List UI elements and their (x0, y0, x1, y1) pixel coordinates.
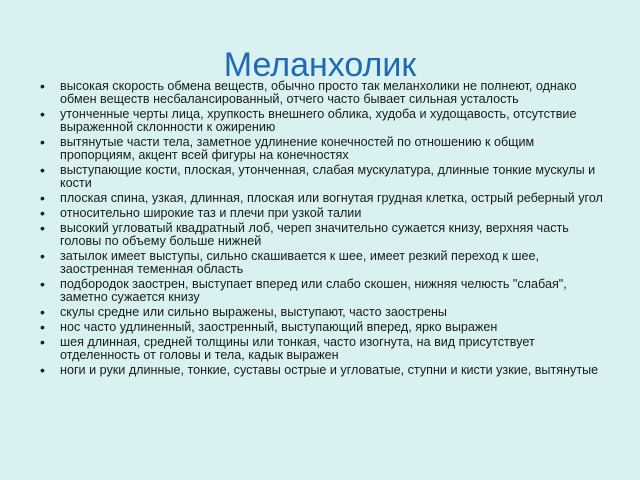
bullet-item: • затылок имеет выступы, сильно скашивается к шее, имеет резкий переход к шее, заостренная теменная область (40, 250, 612, 276)
bullet-item: • выступающие кости, плоская, утонченная, слабая мускулатура, длинные тонкие мускулы и кости (40, 164, 612, 190)
bullet-item: • относительно широкие таз и плечи при узкой талии (40, 207, 612, 220)
bullet-item: • утонченные черты лица, хрупкость внешнего облика, худоба и худощавость, отсутствие выраженной склонности к ожирению (40, 108, 612, 134)
bullet-item: • скулы средне или сильно выражены, выступают, часто заострены (40, 306, 612, 319)
bullet-item: • шея длинная, средней толщины или тонкая, часто изогнута, на вид присутствует отделенность от головы и тела, кадык выражен (40, 336, 612, 362)
bullet-item: • высокий угловатый квадратный лоб, череп значительно сужается книзу, верхняя часть головы по объему больше нижней (40, 222, 612, 248)
bullet-item: • ноги и руки длинные, тонкие, суставы острые и угловатые, ступни и кисти узкие, вытянутые (40, 364, 612, 377)
bullet-item: • высокая скорость обмена веществ, обычно просто так меланхолики не полнеют, однако обмен веществ несбалансированный, отчего часто бывает сильная усталость (40, 80, 612, 106)
bullet-item: • подбородок заострен, выступает вперед или слабо скошен, нижняя челюсть "слабая", заметно сужается книзу (40, 278, 612, 304)
bullet-item: • плоская спина, узкая, длинная, плоская или вогнутая грудная клетка, острый реберный угол (40, 192, 612, 205)
bullet-list (40, 80, 612, 379)
slide-title: Меланхолик (223, 45, 417, 84)
bullet-item: • вытянутые части тела, заметное удлинение конечностей по отношению к общим пропорциям, акцент всей фигуры на конечностях (40, 136, 612, 162)
bullet-item: • нос часто удлиненный, заостренный, выступающий вперед, ярко выражен (40, 321, 612, 334)
